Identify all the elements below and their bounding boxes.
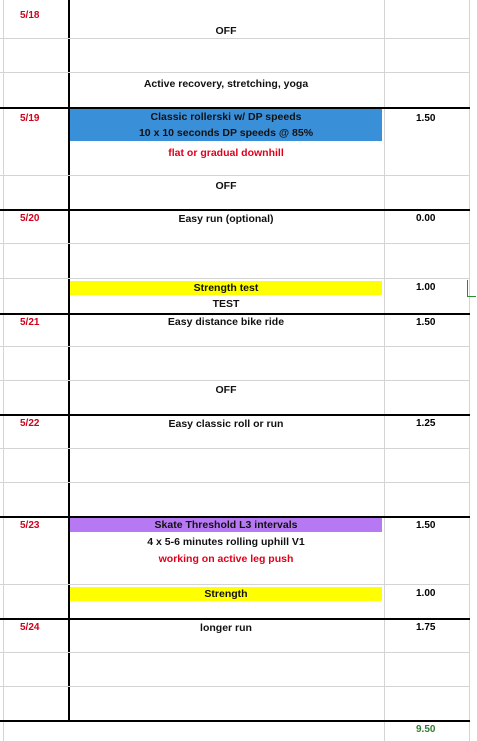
row-divider [0, 175, 470, 176]
hours-cell[interactable]: 1.50 [416, 113, 436, 124]
workout-cell[interactable]: Strength test [193, 282, 259, 294]
workout-cell[interactable]: Skate Threshold L3 intervals [154, 519, 298, 531]
date-cell[interactable]: 5/21 [20, 317, 40, 328]
hours-cell[interactable]: 1.00 [416, 282, 436, 293]
column-divider [384, 0, 385, 741]
workout-cell[interactable]: OFF [215, 180, 237, 192]
hours-cell[interactable]: 0.00 [416, 213, 436, 224]
date-cell[interactable]: 5/19 [20, 113, 40, 124]
row-divider [0, 482, 470, 483]
row-divider [0, 584, 470, 585]
workout-detail-cell[interactable]: TEST [212, 298, 240, 310]
row-divider [0, 278, 470, 279]
hours-cell[interactable]: 1.50 [416, 317, 436, 328]
workout-cell[interactable]: Easy distance bike ride [167, 316, 285, 328]
date-cell[interactable]: 5/24 [20, 622, 40, 633]
date-cell[interactable]: 5/20 [20, 213, 40, 224]
day-divider [0, 414, 470, 416]
hours-cell[interactable]: 1.00 [416, 588, 436, 599]
date-cell[interactable]: 5/23 [20, 520, 40, 531]
row-divider [0, 652, 470, 653]
row-divider [0, 686, 470, 687]
day-divider [0, 209, 470, 211]
column-divider [469, 0, 470, 741]
workout-note-cell[interactable]: flat or gradual downhill [168, 147, 284, 159]
date-cell[interactable]: 5/18 [20, 10, 40, 21]
hours-cell[interactable]: 1.50 [416, 520, 436, 531]
row-divider [0, 243, 470, 244]
row-divider [0, 72, 470, 73]
total-hours-cell[interactable]: 9.50 [416, 724, 436, 735]
day-divider [0, 618, 470, 620]
workout-cell[interactable]: Strength [204, 588, 248, 600]
row-divider [0, 380, 470, 381]
hours-cell[interactable]: 1.75 [416, 622, 436, 633]
hours-cell[interactable]: 1.25 [416, 418, 436, 429]
cell-selection-marker [467, 280, 476, 297]
workout-note-cell[interactable]: working on active leg push [158, 553, 294, 565]
workout-cell[interactable]: Easy run (optional) [178, 213, 274, 225]
workout-cell[interactable]: OFF [215, 384, 237, 396]
day-divider [0, 313, 470, 315]
workout-cell[interactable]: Easy classic roll or run [168, 418, 284, 430]
row-divider [0, 448, 470, 449]
workout-detail-cell[interactable]: 4 x 5-6 minutes rolling uphill V1 [147, 536, 305, 548]
row-divider [0, 38, 470, 39]
workout-cell[interactable]: OFF [215, 25, 237, 37]
row-divider [0, 346, 470, 347]
day-divider [0, 720, 470, 722]
column-divider [3, 0, 4, 741]
workout-detail-cell[interactable]: 10 x 10 seconds DP speeds @ 85% [138, 127, 314, 139]
date-cell[interactable]: 5/22 [20, 418, 40, 429]
workout-cell[interactable]: Classic rollerski w/ DP speeds [150, 111, 302, 123]
workout-cell[interactable]: longer run [200, 622, 252, 634]
workout-cell[interactable]: Active recovery, stretching, yoga [143, 78, 309, 90]
